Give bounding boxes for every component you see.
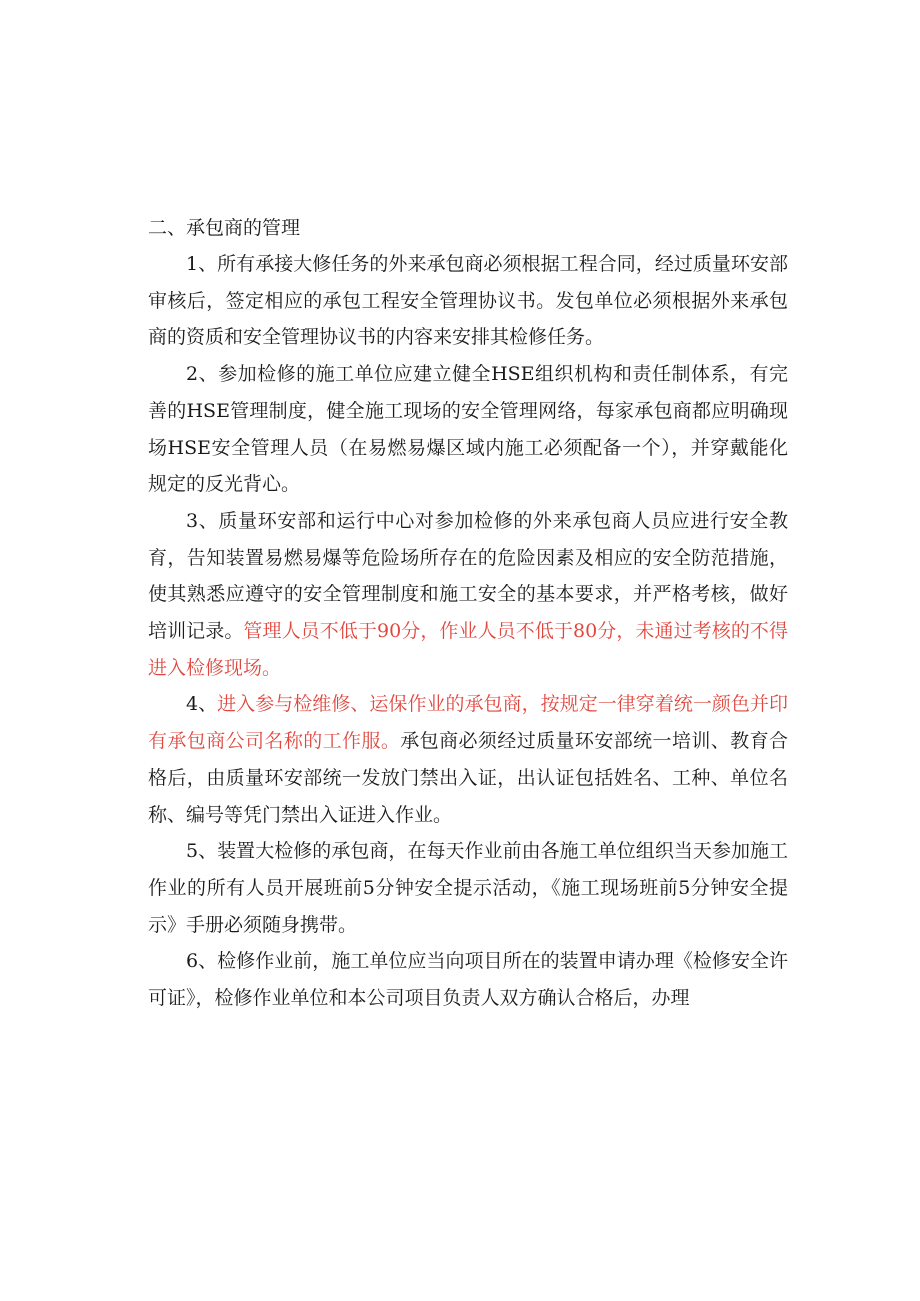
paragraph-3 [148, 503, 788, 687]
paragraph-3-text: 3、质量环安部和运行中心对参加检修的外来承包商人员应进行安全教育，告知装置易燃易爆等危险场所存在的危险因素及相应的安全防范措施，使其熟悉应遵守的安全管理制度和施工安全的基本要求，并严格考核，做好培训记录。 [148, 509, 788, 643]
paragraph-4-prefix: 4、 [186, 693, 218, 716]
paragraph-3-highlight: 管理人员不低于90分，作业人员不低于80分，未通过考核的不得进入检修现场。 [148, 620, 788, 679]
paragraph-5 [148, 833, 788, 943]
paragraph-6-text: 6、检修作业前，施工单位应当向项目所在的装置申请办理《检修安全许可证》，检修作业单位和本公司项目负责人双方确认合格后，办理 [148, 950, 788, 1010]
paragraph-2-text: 2、参加检修的施工单位应建立健全HSE组织机构和责任制体系，有完善的HSE管理制度，健全施工现场的安全管理网络，每家承包商都应明确现场HSE安全管理人员（在易燃易爆区域内施工必须配备一个），并穿戴能化规定的反光背心。 [148, 363, 788, 496]
paragraph-6 [148, 943, 788, 1016]
document-body [148, 210, 788, 1017]
paragraph-1 [148, 246, 788, 356]
paragraph-4-highlight: 进入参与检维修、运保作业的承包商，按规定一律穿着统一颜色并印有承包商公司名称的工作服。 [148, 693, 788, 753]
paragraph-2 [148, 356, 788, 503]
paragraph-4-text: 承包商必须经过质量环安部统一培训、教育合格后，由质量环安部统一发放门禁出入证，出认证包括姓名、工种、单位名称、编号等凭门禁出入证进入作业。 [148, 730, 788, 826]
paragraph-4 [148, 686, 788, 833]
paragraph-1-text: 1、所有承接大修任务的外来承包商必须根据工程合同，经过质量环安部审核后，签定相应的承包工程安全管理协议书。发包单位必须根据外来承包商的资质和安全管理协议书的内容来安排其检修任务。 [148, 253, 788, 349]
paragraph-5-text: 5、装置大检修的承包商，在每天作业前由各施工单位组织当天参加施工作业的所有人员开展班前5分钟安全提示活动，《施工现场班前5分钟安全提示》手册必须随身携带。 [148, 840, 788, 936]
section-heading: 二、承包商的管理 [148, 217, 301, 239]
